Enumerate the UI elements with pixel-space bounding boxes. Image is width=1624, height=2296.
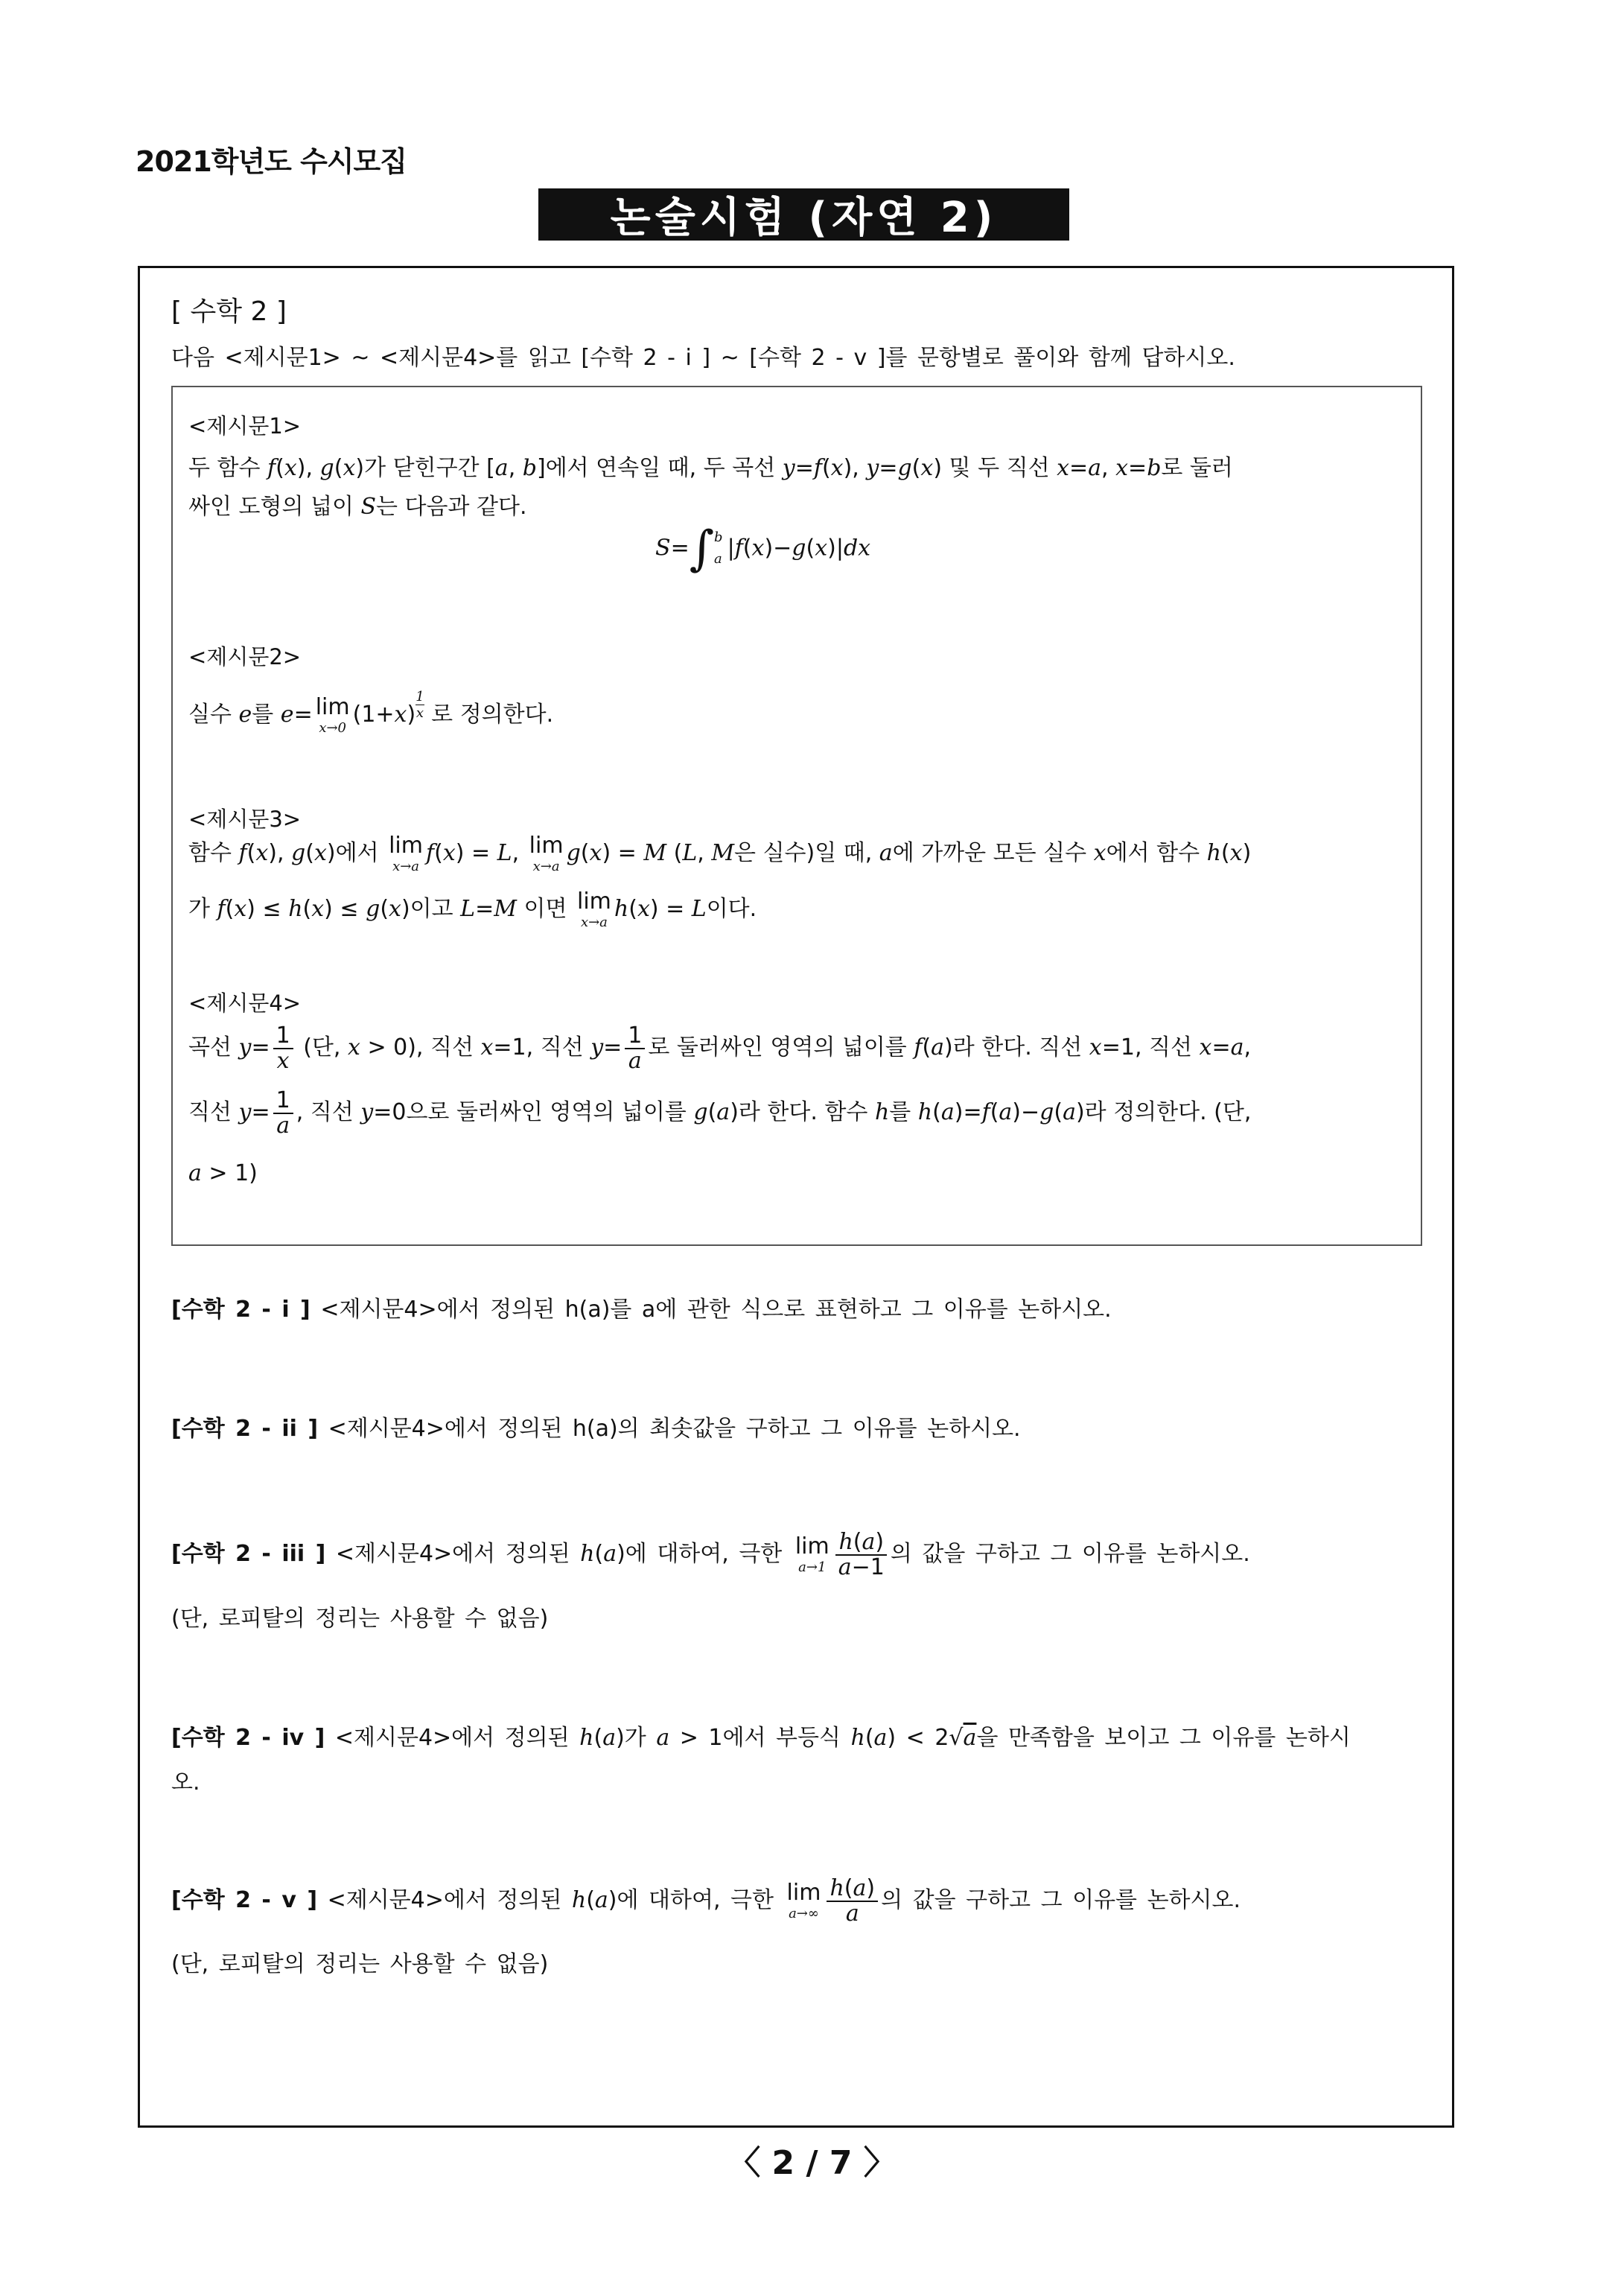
passage-1-line-1: 두 함수 f(x), g(x)가 닫힌구간 [a, b]에서 연속일 때, 두 곡선 y=f(x), y=g(x) 및 두 직선 x=a, x=b로 둘러 bbox=[188, 455, 1233, 481]
question-2 bbox=[171, 1410, 1021, 1443]
passage-4-line-3: a > 1) bbox=[188, 1160, 258, 1186]
question-4: [수학 2 - iv ] <제시문4>에서 정의된 h(a)가 a > 1에서 부등식 h(a) < 2√a을 만족함을 보이고 그 이유를 논하시 bbox=[171, 1725, 1351, 1751]
passage-4-line-1: 곡선 y= $\frac{1}{x}$ (단, x > 0), 직선 x=1, 직선 y= $\frac{1}{a}$ 로 둘러싸인 영역의 넓이를 f(a)라 한다. 직선 x=1, 직선 x=a, bbox=[188, 1023, 1252, 1074]
question-4-line-2: 오. bbox=[171, 1769, 200, 1796]
question-1-text: <제시문4>에서 정의된 h(a)를 a에 관한 식으로 표현하고 그 이유를 논하시오. bbox=[320, 1297, 1112, 1323]
passage-4-line-2: 직선 y= $\frac{1}{a}$ , 직선 y=0으로 둘러싸인 영역의 넓이를 g(a)라 한다. 함수 h를 h(a)=f(a)−g(a)라 정의한다. (단, bbox=[188, 1087, 1252, 1139]
question-3: [수학 2 - iii ] <제시문4>에서 정의된 h(a)에 대하여, 극한 lim a→1 $\frac{h(a)}{a-1}$ 의 값을 구하고 그 이유를 논하시오. bbox=[171, 1529, 1250, 1580]
question-2-text: <제시문4>에서 정의된 h(a)의 최솟값을 구하고 그 이유를 논하시오. bbox=[328, 1416, 1021, 1442]
question-5: [수학 2 - v ] <제시문4>에서 정의된 h(a)에 대하여, 극한 lim a→∞ $\frac{h(a)}{a}$ 의 값을 구하고 그 이유를 논하시오. bbox=[171, 1875, 1241, 1927]
exam-header: 2021학년도 수시모집 bbox=[136, 145, 407, 178]
page-number: 〈 2 / 7 〉 bbox=[727, 2144, 897, 2182]
question-1-label: [수학 2 - i ] bbox=[171, 1297, 311, 1323]
question-3-label: [수학 2 - iii ] bbox=[171, 1541, 326, 1567]
passage-2-line-1: 실수 e를 e= lim x→0 (1+x) $^{\frac{1}{x}}$ 로 정의한다. bbox=[188, 689, 554, 736]
question-1 bbox=[171, 1291, 1112, 1323]
instruction-text: 다음 <제시문1> ~ <제시문4>를 읽고 [수학 2 - i ] ~ [수학 2 - v ]를 문항별로 풀이와 함께 답하시오. bbox=[171, 345, 1235, 371]
question-4-label: [수학 2 - iv ] bbox=[171, 1725, 325, 1751]
passage-1-label: <제시문1> bbox=[188, 413, 302, 439]
passage-3-line-2: 가 f(x) ≤ h(x) ≤ g(x)이고 L=M 이면 lim x→a h(x) = L이다. bbox=[188, 888, 757, 930]
question-2-label: [수학 2 - ii ] bbox=[171, 1416, 319, 1442]
exam-title: 논술시험 (자연 2) bbox=[538, 188, 1069, 241]
passage-1-line-2: 싸인 도형의 넓이 S는 다음과 같다. bbox=[188, 494, 527, 520]
passage-2-label: <제시문2> bbox=[188, 644, 302, 670]
section-title: [ 수학 2 ] bbox=[171, 296, 287, 327]
passage-3-line-1: 함수 f(x), g(x)에서 lim x→a f(x) = L, lim x→a g(x) = M (L, M은 실수)일 때, a에 가까운 모든 실수 x에서 함수 h(x) bbox=[188, 832, 1252, 874]
question-3-note: (단, 로피탈의 정리는 사용할 수 없음) bbox=[171, 1606, 549, 1632]
question-5-note: (단, 로피탈의 정리는 사용할 수 없음) bbox=[171, 1951, 549, 1977]
question-5-label: [수학 2 - v ] bbox=[171, 1887, 318, 1913]
passage-3-label: <제시문3> bbox=[188, 807, 302, 832]
integral-formula: S=∫ b a |f(x)−g(x)|dx bbox=[655, 521, 871, 576]
passage-4-label: <제시문4> bbox=[188, 990, 302, 1016]
